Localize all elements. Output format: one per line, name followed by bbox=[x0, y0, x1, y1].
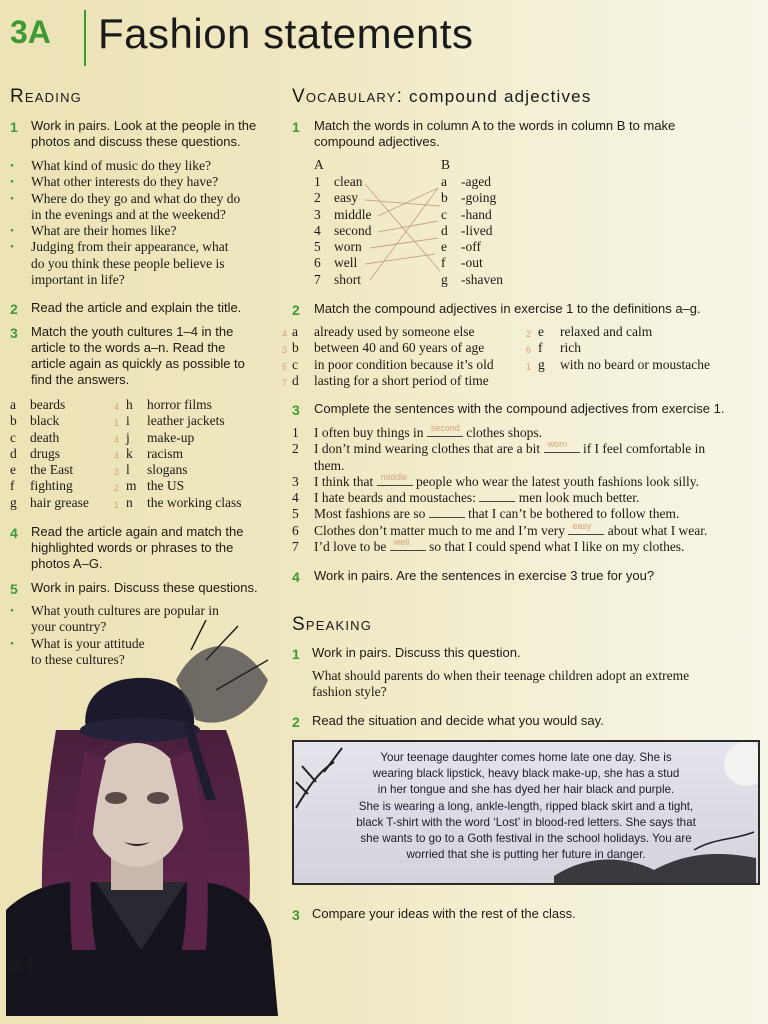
item-word: slogans bbox=[147, 462, 188, 478]
page-title: Fashion statements bbox=[98, 10, 474, 57]
item-word: well bbox=[334, 255, 358, 271]
answer-blank bbox=[544, 439, 580, 453]
item-word: short bbox=[334, 271, 361, 287]
sentence-start: I think that bbox=[314, 473, 374, 489]
reading-ex2-number: 2 bbox=[10, 301, 18, 317]
item-word: drugs bbox=[30, 445, 60, 461]
item-word: -off bbox=[461, 239, 481, 255]
sentence-item bbox=[292, 471, 760, 490]
item-letter: c bbox=[441, 206, 447, 222]
item-letter: d bbox=[292, 372, 299, 388]
sentence-item bbox=[292, 520, 760, 539]
item-definition: in poor condition because it’s old bbox=[314, 356, 494, 372]
situation-box bbox=[292, 740, 760, 885]
speaking-ex1-instruction: Work in pairs. Discuss this question. bbox=[312, 645, 521, 660]
column-b-item bbox=[441, 255, 551, 271]
reading-ex1-instruction: Work in pairs. Look at the people in the photos and discuss these questions. bbox=[31, 118, 257, 149]
item-number: 4 bbox=[292, 490, 299, 506]
item-definition: with no beard or moustache bbox=[560, 356, 710, 372]
item-letter: c bbox=[10, 429, 16, 445]
item-word: easy bbox=[334, 190, 358, 206]
item-letter: n bbox=[126, 494, 133, 510]
handwritten-answer: 4 bbox=[114, 434, 120, 445]
item-word: fighting bbox=[30, 478, 73, 494]
column-a-label: A bbox=[314, 157, 324, 172]
vocab-ex1-number: 1 bbox=[292, 119, 300, 135]
item-letter: m bbox=[126, 478, 137, 494]
speaking-question: What should parents do when their teenage children adopt an extreme fashion style? bbox=[312, 668, 690, 700]
column-b-item bbox=[441, 207, 551, 223]
sentence-start: I don’t mind wearing clothes that are a bit bbox=[314, 441, 541, 457]
reading-ex4-instruction: Read the article again and match the highlighted words or phrases to the photos A–G. bbox=[31, 524, 244, 571]
item-letter: k bbox=[126, 445, 133, 461]
goth-girl-photo bbox=[6, 620, 278, 1016]
sentence-start: I often buy things in bbox=[314, 425, 424, 440]
item-word: beards bbox=[30, 397, 66, 412]
situation-text: Your teenage daughter comes home late one day. She is wearing black lipstick, heavy black make-up, she has a stud in her tongue and she has dyed her hair black and purple. She is wearing a long, ankle-length, ripped black skirt and a tight, black T-shirt with the word ‘Lost’ in blood-red letters. She says that she wants to go to a Goth festival in the school holidays. You are worried that she is putting her future in danger. bbox=[356, 751, 696, 862]
handwritten-answer: 1 bbox=[114, 418, 120, 429]
item-definition: between 40 and 60 years of age bbox=[314, 340, 485, 356]
item-letter: c bbox=[292, 356, 298, 372]
definition-item bbox=[526, 324, 756, 340]
handwritten-answer: 7 bbox=[282, 377, 288, 388]
reading-ex5-question-list: • What youth cultures are popular in your country? • What is your attitude to these cultures? bbox=[10, 603, 219, 667]
item-letter: g bbox=[538, 356, 545, 372]
item-number: 7 bbox=[314, 271, 321, 287]
item-letter: d bbox=[441, 222, 448, 238]
handwritten-answer: well bbox=[393, 537, 410, 548]
handwritten-answer: 6 bbox=[526, 345, 532, 356]
column-b-item bbox=[441, 239, 551, 255]
sentence-text bbox=[314, 471, 699, 489]
item-letter: l bbox=[126, 462, 130, 478]
youth-word-item bbox=[110, 430, 280, 446]
reading-ex5-number: 5 bbox=[10, 581, 18, 597]
definition-item bbox=[282, 340, 522, 356]
youth-words-list-right bbox=[110, 397, 280, 511]
youth-word-item bbox=[110, 478, 280, 494]
speaking-ex3-instruction: Compare your ideas with the rest of the class. bbox=[312, 906, 576, 921]
item-definition: lasting for a short period of time bbox=[314, 372, 489, 388]
sentence-item bbox=[292, 506, 760, 522]
definition-item bbox=[282, 373, 522, 389]
item-word: make-up bbox=[147, 429, 195, 445]
item-word: middle bbox=[334, 206, 372, 222]
item-number: 1 bbox=[314, 174, 321, 189]
item-letter: b bbox=[441, 190, 448, 206]
answer-blank bbox=[390, 537, 426, 551]
sentence-item bbox=[292, 539, 760, 555]
item-letter: e bbox=[441, 239, 447, 255]
item-word: hair grease bbox=[30, 494, 89, 510]
sentence-end: so that I could spend what I like on my clothes. bbox=[429, 539, 685, 555]
item-word: horror films bbox=[147, 397, 212, 412]
reading-ex5-instruction: Work in pairs. Discuss these questions. bbox=[31, 580, 258, 595]
column-b-label: B bbox=[441, 157, 451, 172]
item-letter: b bbox=[292, 340, 299, 356]
handwritten-answer: 4 bbox=[114, 450, 120, 461]
sentence-item bbox=[292, 441, 760, 474]
item-letter: e bbox=[10, 462, 16, 478]
vocab-ex3-instruction: Complete the sentences with the compound adjectives from exercise 1. bbox=[314, 401, 725, 416]
youth-word-item bbox=[110, 495, 280, 511]
definition-item bbox=[282, 324, 522, 340]
answer-blank bbox=[568, 520, 604, 535]
column-b-item bbox=[441, 272, 551, 288]
sentence-start: I’d love to be bbox=[314, 539, 387, 555]
item-number: 6 bbox=[292, 522, 299, 538]
sentence-text bbox=[314, 490, 639, 505]
handwritten-answer: 4 bbox=[282, 329, 288, 339]
reading-ex4-number: 4 bbox=[10, 525, 18, 541]
item-letter: b bbox=[10, 413, 17, 429]
item-letter: i bbox=[126, 413, 130, 429]
vocab-ex4-number: 4 bbox=[292, 569, 300, 585]
definition-item bbox=[526, 340, 756, 356]
item-number: 1 bbox=[292, 425, 299, 440]
sentence-text bbox=[314, 539, 684, 554]
sentence-text bbox=[314, 506, 679, 521]
sentence-start: I hate beards and moustaches: bbox=[314, 490, 476, 506]
youth-word-item bbox=[110, 413, 280, 429]
item-number: 4 bbox=[314, 222, 321, 238]
answer-blank bbox=[377, 471, 413, 486]
handwritten-answer: second bbox=[430, 423, 460, 433]
item-letter: g bbox=[441, 271, 448, 287]
handwritten-answer: 2 bbox=[114, 483, 120, 494]
item-number: 5 bbox=[314, 239, 321, 255]
vocabulary-heading: Vocabulary: compound adjectives bbox=[292, 86, 592, 107]
item-word: -lived bbox=[461, 222, 493, 238]
column-b-item bbox=[441, 223, 551, 239]
item-word: -hand bbox=[461, 206, 492, 222]
item-letter: e bbox=[538, 324, 544, 339]
handwritten-matching-lines bbox=[360, 176, 450, 291]
item-word: the US bbox=[147, 478, 185, 494]
sentence-end: that I can’t be bothered to follow them. bbox=[468, 506, 680, 522]
item-letter: f bbox=[538, 340, 543, 356]
sentence-text bbox=[314, 441, 705, 456]
item-letter: f bbox=[441, 255, 446, 271]
item-letter: g bbox=[10, 494, 17, 510]
item-number: 3 bbox=[292, 473, 299, 489]
sentence-end: about what I wear. bbox=[607, 522, 708, 538]
handwritten-answer: 3 bbox=[282, 345, 288, 356]
item-definition: rich bbox=[560, 340, 581, 356]
item-word: leather jackets bbox=[147, 413, 225, 429]
sentence-end: men look much better. bbox=[518, 490, 640, 506]
sentence-continuation: them. bbox=[314, 457, 345, 473]
youth-word-item bbox=[110, 462, 280, 478]
item-number: 2 bbox=[292, 441, 299, 457]
vocab-ex1-instruction: Match the words in column A to the words in column B to make compound adjectives. bbox=[314, 118, 676, 149]
handwritten-answer: easy bbox=[572, 520, 592, 531]
item-word: the East bbox=[30, 462, 74, 478]
item-word: second bbox=[334, 222, 372, 238]
definitions-list-left bbox=[282, 324, 522, 389]
reading-heading: Reading bbox=[10, 86, 82, 107]
reading-ex3-number: 3 bbox=[10, 325, 18, 341]
handwritten-answer: middle bbox=[380, 471, 408, 482]
item-letter: j bbox=[126, 429, 130, 445]
answer-blank bbox=[479, 491, 515, 502]
sentence-list bbox=[292, 425, 760, 555]
speaking-ex2-number: 2 bbox=[292, 714, 300, 730]
item-number: 6 bbox=[314, 255, 321, 271]
sentence-end: people who wear the latest youth fashions look silly. bbox=[416, 473, 699, 489]
reading-ex1-number: 1 bbox=[10, 119, 18, 135]
sentence-end: if I feel comfortable in bbox=[582, 441, 706, 457]
sentence-start: Clothes don’t matter much to me and I’m very bbox=[314, 522, 565, 538]
speaking-ex3-number: 3 bbox=[292, 907, 300, 923]
sentence-item bbox=[292, 490, 760, 506]
item-word: clean bbox=[334, 174, 363, 189]
item-word: worn bbox=[334, 239, 362, 255]
item-word: the working class bbox=[147, 494, 242, 510]
unit-label: 3A bbox=[10, 14, 51, 50]
definition-item bbox=[282, 357, 522, 373]
speaking-heading: Speaking bbox=[292, 614, 373, 635]
definitions-list-right bbox=[526, 324, 756, 373]
item-word: -aged bbox=[461, 174, 491, 189]
youth-word-item bbox=[110, 446, 280, 462]
item-letter: h bbox=[126, 397, 133, 412]
vocab-ex2-instruction: Match the compound adjectives in exercise 1 to the definitions a–g. bbox=[314, 301, 701, 316]
handwritten-answer: 2 bbox=[526, 329, 532, 339]
handwritten-answer: 1 bbox=[114, 499, 120, 510]
vocab-ex3-number: 3 bbox=[292, 402, 300, 418]
answer-blank bbox=[429, 507, 465, 518]
handwritten-answer: 1 bbox=[526, 361, 532, 372]
item-word: -out bbox=[461, 255, 483, 271]
speaking-ex2-instruction: Read the situation and decide what you would say. bbox=[312, 713, 604, 728]
sentence-text bbox=[314, 425, 542, 440]
youth-word-item bbox=[110, 397, 280, 413]
item-letter: d bbox=[10, 445, 17, 461]
sentence-text bbox=[314, 520, 708, 538]
item-definition: relaxed and calm bbox=[560, 324, 653, 339]
item-number: 7 bbox=[292, 539, 299, 555]
page-number-divider bbox=[30, 956, 31, 974]
item-number: 5 bbox=[292, 506, 299, 522]
answer-blank bbox=[427, 423, 463, 437]
item-word: death bbox=[30, 429, 60, 445]
handwritten-answer: 4 bbox=[114, 402, 120, 412]
column-b-item bbox=[441, 174, 551, 190]
column-b-list bbox=[441, 174, 551, 288]
item-number: 3 bbox=[314, 206, 321, 222]
reading-ex3-instruction: Match the youth cultures 1–4 in the article to the words a–n. Read the article again as quickly as possible to find the answers. bbox=[31, 324, 245, 387]
handwritten-answer: 3 bbox=[114, 467, 120, 478]
item-number: 2 bbox=[314, 190, 321, 206]
item-letter: a bbox=[10, 397, 16, 412]
reading-ex2-instruction: Read the article and explain the title. bbox=[31, 300, 242, 315]
sentence-end: clothes shops. bbox=[466, 425, 542, 440]
item-letter: a bbox=[292, 324, 298, 339]
vocab-ex4-instruction: Work in pairs. Are the sentences in exercise 3 true for you? bbox=[314, 568, 655, 583]
column-b-item bbox=[441, 190, 551, 206]
item-word: racism bbox=[147, 445, 183, 461]
item-letter: a bbox=[441, 174, 447, 189]
handwritten-answer: 5 bbox=[282, 361, 288, 372]
vocab-ex2-number: 2 bbox=[292, 302, 300, 318]
item-word: -shaven bbox=[461, 271, 503, 287]
handwritten-answer: worn bbox=[547, 439, 568, 450]
unit-divider bbox=[84, 10, 86, 66]
item-definition: already used by someone else bbox=[314, 324, 475, 339]
page-number: 26 bbox=[8, 960, 22, 974]
item-word: black bbox=[30, 413, 60, 429]
reading-question-list: • What kind of music do they like? • What other interests do they have? • Where do they go and what do they do in the evenings and at the weekend? • What are their homes like? • Judging from their appearance, what do you think these people believe is important in life? bbox=[10, 158, 241, 288]
definition-item bbox=[526, 357, 756, 373]
sentence-item bbox=[292, 425, 760, 441]
item-letter: f bbox=[10, 478, 15, 494]
item-word: -going bbox=[461, 190, 497, 206]
speaking-ex1-number: 1 bbox=[292, 646, 300, 662]
sentence-start: Most fashions are so bbox=[314, 506, 426, 522]
